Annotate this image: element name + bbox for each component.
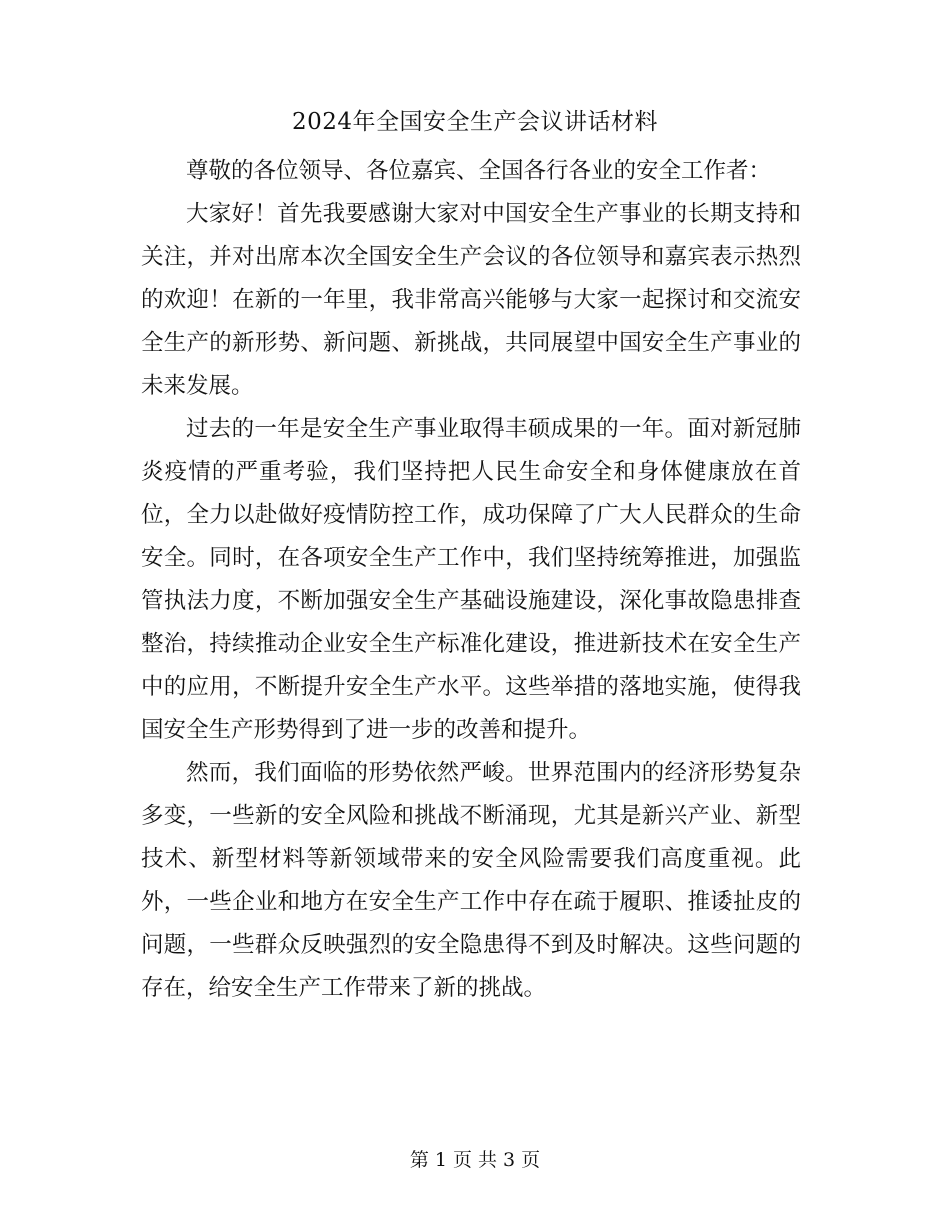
document-body (141, 150, 801, 1010)
page-number: 第 1 页 共 3 页 (409, 1149, 541, 1171)
greeting-paragraph: 大家好！首先我要感谢大家对中国安全生产事业的长期支持和关注，并对出席本次全国安全生产会议的各位领导和嘉宾表示热烈的欢迎！在新的一年里，我非常高兴能够与大家一起探讨和交流安全生产的新形势、新问题、新挑战，共同展望中国安全生产事业的未来发展。 (141, 201, 801, 399)
challenges-paragraph: 然而，我们面临的形势依然严峻。世界范围内的经济形势复杂多变，一些新的安全风险和挑战不断涌现，尤其是新兴产业、新型技术、新型材料等新领域带来的安全风险需要我们高度重视。此外，一些企业和地方在安全生产工作中存在疏于履职、推诿扯皮的问题，一些群众反映强烈的安全隐患得不到及时解决。这些问题的存在，给安全生产工作带来了新的挑战。 (141, 760, 801, 1001)
salutation-paragraph: 尊敬的各位领导、各位嘉宾、全国各行各业的安全工作者： (186, 158, 772, 184)
document-title: 2024年全国安全生产会议讲话材料 (291, 109, 659, 135)
achievements-paragraph: 过去的一年是安全生产事业取得丰硕成果的一年。面对新冠肺炎疫情的严重考验，我们坚持把人民生命安全和身体健康放在首位，全力以赴做好疫情防控工作，成功保障了广大人民群众的生命安全。同时，在各项安全生产工作中，我们坚持统筹推进，加强监管执法力度，不断加强安全生产基础设施建设，深化事故隐患排查整治，持续推动企业安全生产标准化建设，推进新技术在安全生产中的应用，不断提升安全生产水平。这些举措的落地实施，使得我国安全生产形势得到了进一步的改善和提升。 (141, 416, 801, 743)
